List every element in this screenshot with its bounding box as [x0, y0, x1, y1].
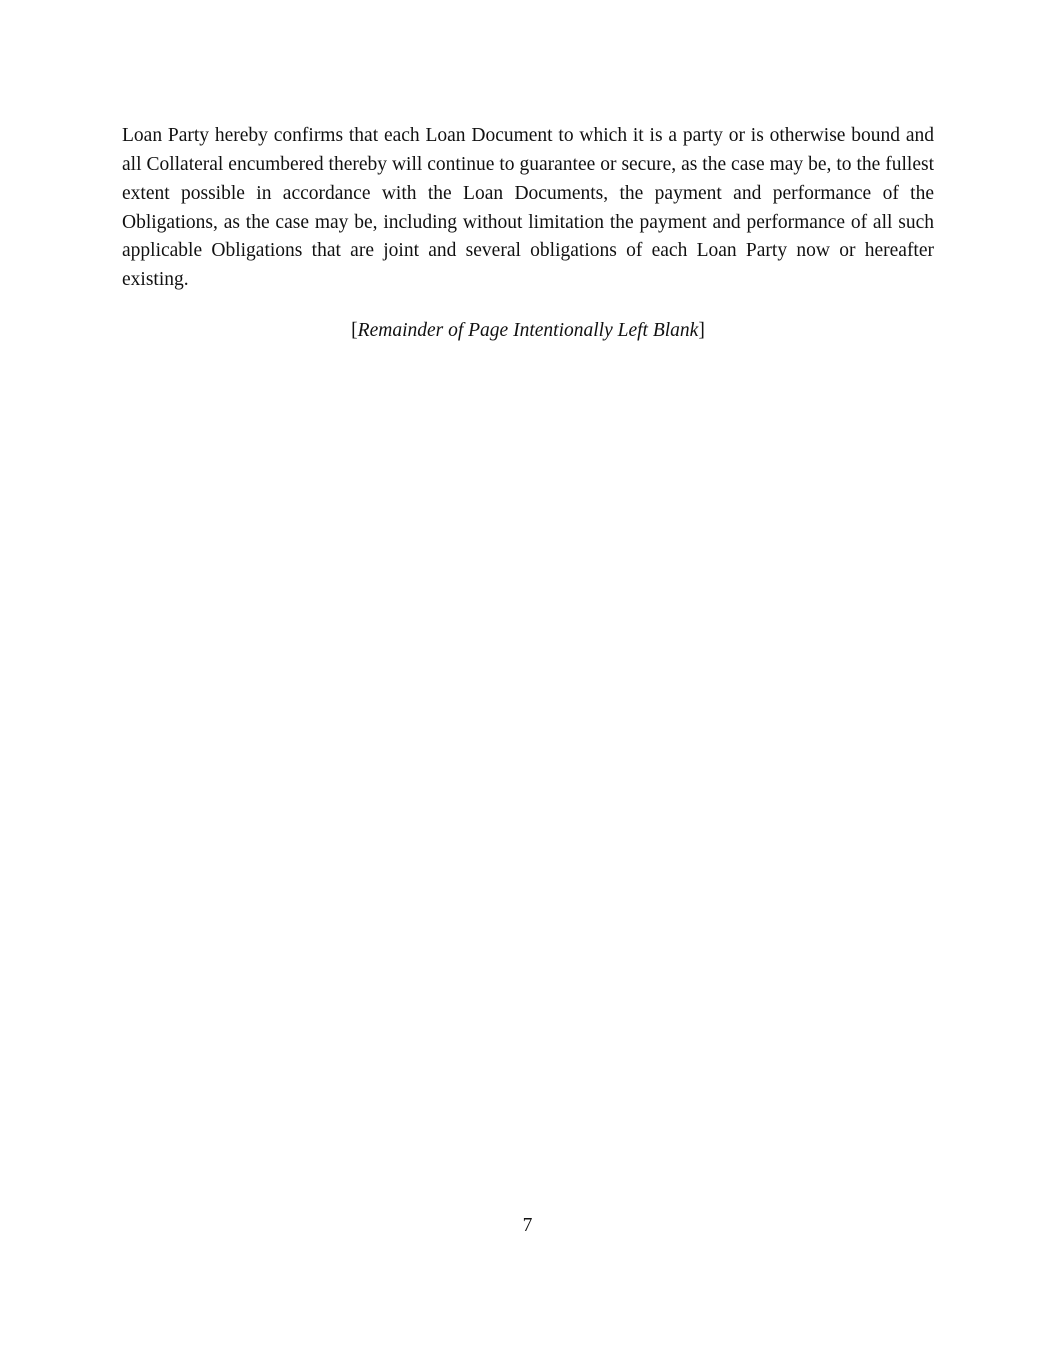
remainder-note: [122, 317, 934, 346]
page-number: 7: [522, 1215, 533, 1236]
note-italic-text: Remainder of Page Intentionally Left Blank: [357, 320, 699, 342]
note-open-bracket: [: [351, 320, 358, 342]
body-paragraph: Loan Party hereby confirms that each Loan Document to which it is a party or is otherwise bound and all Collateral encumbered thereby will continue to guarantee or secure, as the case may be, to the fullest extent possible in accordance with the Loan Documents, the payment and performance of the Obligations, as the case may be, including without limitation the payment and performance of all such applicable Obligations that are joint and several obligations of each Loan Party now or hereafter existing.: [122, 125, 934, 291]
note-close-bracket: ]: [698, 320, 705, 342]
page-content: [122, 122, 934, 346]
